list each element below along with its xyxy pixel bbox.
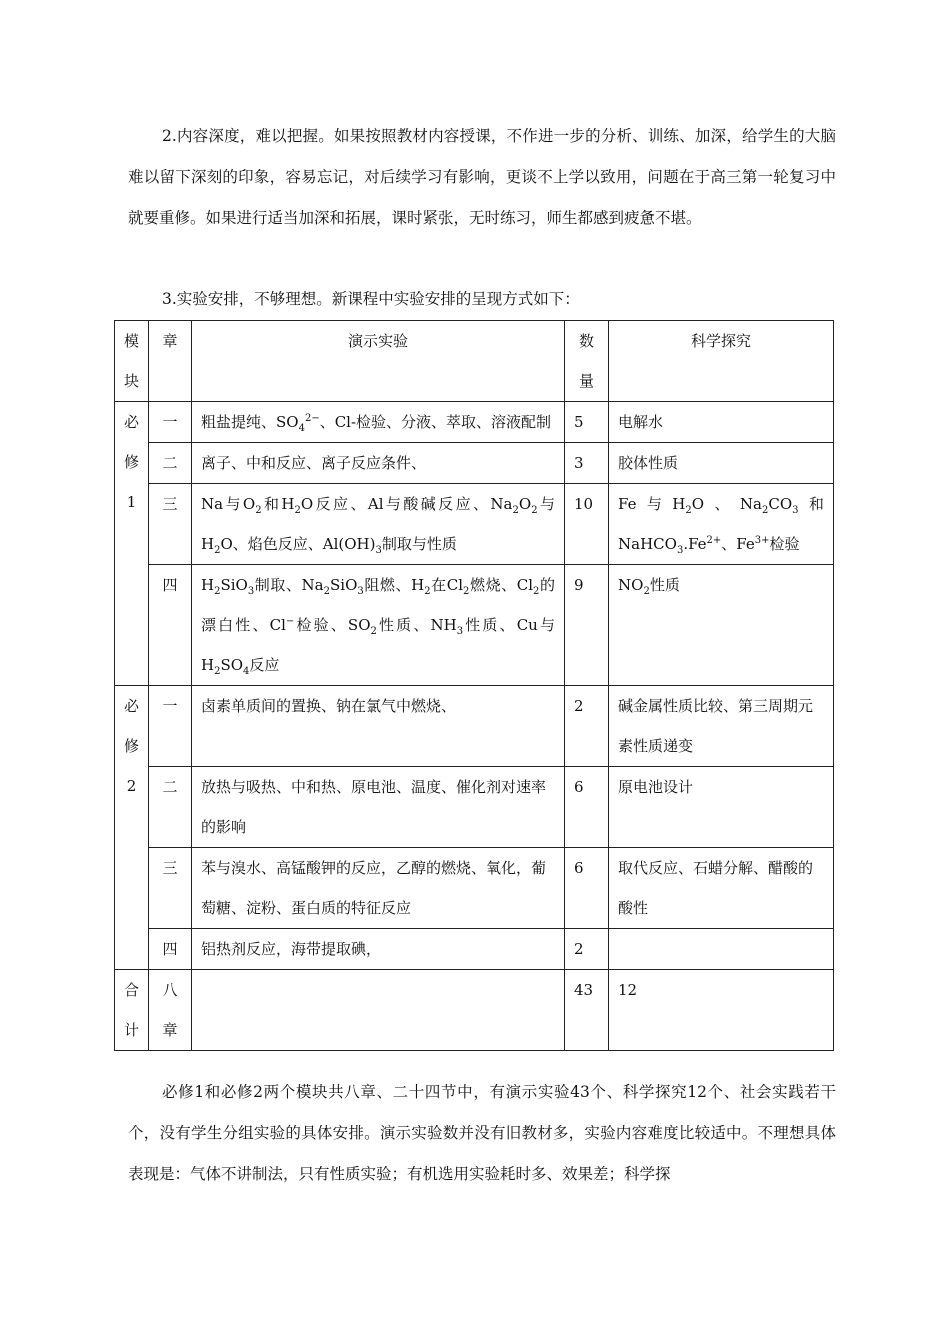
count-cell: 2 <box>565 686 609 767</box>
paragraph-experiment-arrangement: 3.实验安排，不够理想。新课程中实验安排的呈现方式如下： <box>162 290 580 308</box>
inquiry-cell: 电解水 <box>609 402 834 443</box>
table-row <box>115 767 834 848</box>
table-row <box>115 402 834 443</box>
chapter-cell: 四 <box>149 565 192 686</box>
chapter-cell: 一 <box>149 686 192 767</box>
demo-cell: 苯与溴水、高锰酸钾的反应，乙醇的燃烧、氧化，葡萄糖、淀粉、蛋白质的特征反应 <box>192 848 565 929</box>
table-row <box>115 565 834 686</box>
total-count: 43 <box>565 970 609 1051</box>
chapter-cell: 二 <box>149 767 192 848</box>
total-label: 合计 <box>115 970 149 1051</box>
demo-cell: Na与$O_2$和$H_2O$反应、Al与酸碱反应、$Na_2O_2$与$H_2O$、焰色反应、$Al(OH)_3$制取与性质 <box>192 484 565 565</box>
header-chapter: 章 <box>149 321 192 402</box>
inquiry-cell: Fe 与 $H_2O$ 、 $Na_2CO_3$ 和 $NaHCO_3.Fe^{2+}$、$Fe^{3+}$检验 <box>609 484 834 565</box>
chapter-cell: 三 <box>149 484 192 565</box>
header-count: 数量 <box>565 321 609 402</box>
count-cell: 3 <box>565 443 609 484</box>
demo-cell: 卤素单质间的置换、钠在氯气中燃烧、 <box>192 686 565 767</box>
table-row <box>115 848 834 929</box>
inquiry-cell: 碱金属性质比较、第三周期元素性质递变 <box>609 686 834 767</box>
table-row <box>115 686 834 767</box>
demo-cell: 放热与吸热、中和热、原电池、温度、催化剂对速率的影响 <box>192 767 565 848</box>
chapter-cell: 二 <box>149 443 192 484</box>
inquiry-cell: 原电池设计 <box>609 767 834 848</box>
inquiry-cell: $NO_2$性质 <box>609 565 834 686</box>
demo-cell: 离子、中和反应、离子反应条件、 <box>192 443 565 484</box>
count-cell: 6 <box>565 767 609 848</box>
demo-cell: $H_2SiO_3$制取、$Na_2SiO_3$阻燃、$H_2$在$Cl_2$燃烧、$Cl_2$的漂白性、Cl−检验、$SO_2$性质、$NH_3$性质、Cu与$H_2SO_4$反应 <box>192 565 565 686</box>
inquiry-cell: 胶体性质 <box>609 443 834 484</box>
experiment-table <box>114 320 834 1051</box>
header-demo: 演示实验 <box>192 321 565 402</box>
chapter-cell: 一 <box>149 402 192 443</box>
module-cell: 必修1 <box>115 402 149 686</box>
inquiry-cell <box>609 929 834 970</box>
count-cell: 6 <box>565 848 609 929</box>
paragraph-content-depth: 2.内容深度，难以把握。如果按照教材内容授课，不作进一步的分析、训练、加深，给学生的大脑难以留下深刻的印象，容易忘记，对后续学习有影响，更谈不上学以致用，问题在于高三第一轮复习中就要重修。如果进行适当加深和拓展，课时紧张，无时练习，师生都感到疲惫不堪。 <box>128 127 836 227</box>
chapter-cell: 四 <box>149 929 192 970</box>
demo-cell: 铝热剂反应，海带提取碘， <box>192 929 565 970</box>
table-row <box>115 484 834 565</box>
header-inquiry: 科学探究 <box>609 321 834 402</box>
header-module: 模块 <box>115 321 149 402</box>
demo-cell: 粗盐提纯、$SO_4^{2-}$、Cl-检验、分液、萃取、溶液配制 <box>192 402 565 443</box>
count-cell: 5 <box>565 402 609 443</box>
table-total-row <box>115 970 834 1051</box>
module-cell: 必修2 <box>115 686 149 970</box>
paragraph-summary: 必修1和必修2两个模块共八章、二十四节中，有演示实验43个、科学探究12个、社会实践若干个，没有学生分组实验的具体安排。演示实验数并没有旧教材多，实验内容难度比较适中。不理想具体表现是：气体不讲制法，只有性质实验；有机选用实验耗时多、效果差；科学探 <box>128 1083 836 1183</box>
table-header-row <box>115 321 834 402</box>
chapter-cell: 三 <box>149 848 192 929</box>
count-cell: 2 <box>565 929 609 970</box>
table-row <box>115 443 834 484</box>
total-demo <box>192 970 565 1051</box>
inquiry-cell: 取代反应、石蜡分解、醋酸的酸性 <box>609 848 834 929</box>
count-cell: 9 <box>565 565 609 686</box>
total-inquiry: 12 <box>609 970 834 1051</box>
table-row <box>115 929 834 970</box>
total-chapter: 八章 <box>149 970 192 1051</box>
count-cell: 10 <box>565 484 609 565</box>
